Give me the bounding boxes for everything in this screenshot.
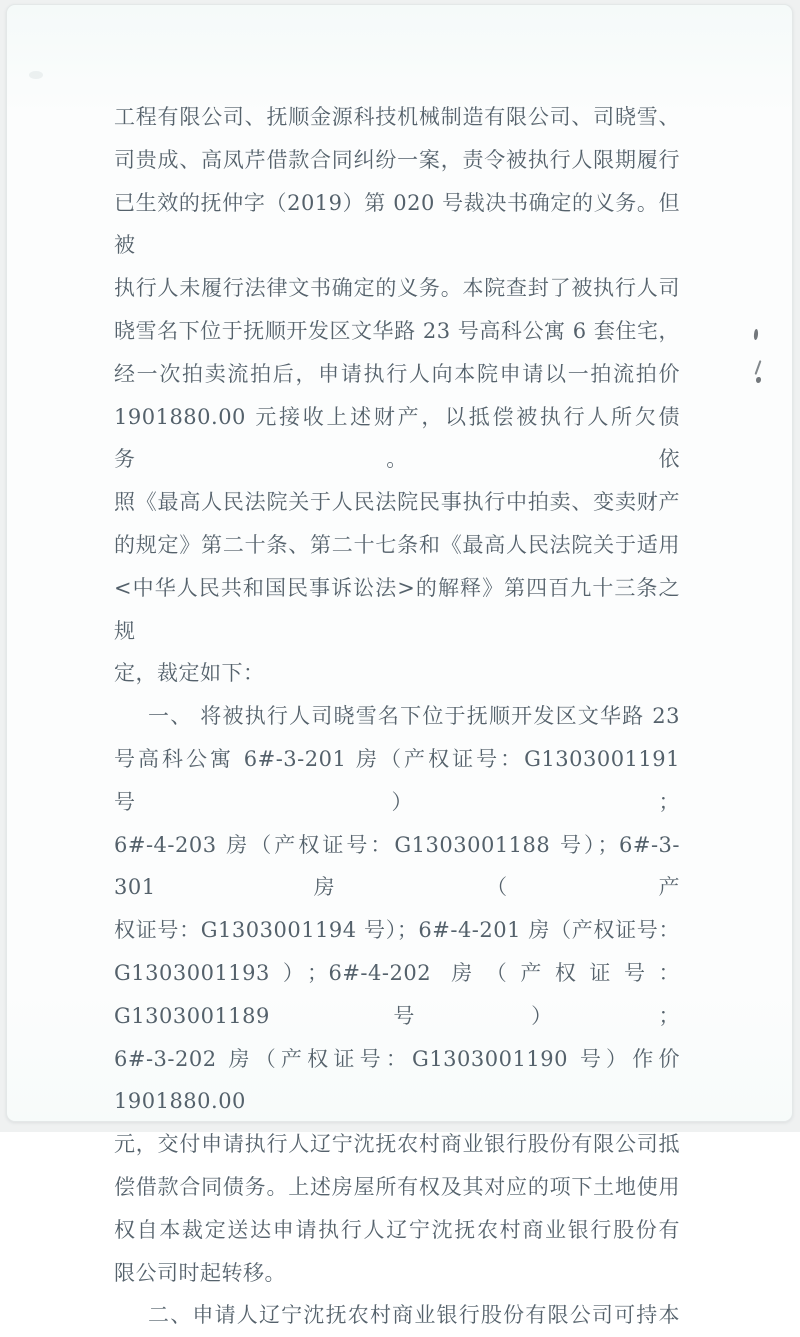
text-line: 6#-4-203 房（产权证号：G1303001188 号）；6#-3-301 房（产 bbox=[114, 832, 680, 900]
document-text bbox=[114, 96, 680, 1337]
document-page bbox=[6, 4, 793, 1328]
text-line: G1303001193）；6#-4-202 房（产权证号：G1303001189 号）； bbox=[114, 960, 680, 1028]
text-line: 偿借款合同债务。上述房屋所有权及其对应的项下土地使用 bbox=[114, 1174, 680, 1199]
text-line: 照《最高人民法院关于人民法院民事执行中拍卖、变卖财产 bbox=[114, 490, 680, 515]
faint-smudge bbox=[29, 71, 43, 79]
text-line: 号高科公寓 6#-3-201 房（产权证号：G1303001191 号）； bbox=[114, 746, 680, 814]
text-line: 6#-3-202 房（产权证号：G1303001190 号）作价 1901880.00 bbox=[114, 1046, 680, 1114]
text-line: <中华人民共和国民事诉讼法>的解释》第四百九十三条之规 bbox=[114, 575, 680, 643]
text-line: 的规定》第二十条、第二十七条和《最高人民法院关于适用 bbox=[114, 532, 680, 557]
text-line: 限公司时起转移。 bbox=[114, 1260, 286, 1285]
text-line: 一、 将被执行人司晓雪名下位于抚顺开发区文华路 23 bbox=[148, 704, 680, 729]
ink-scribble bbox=[754, 360, 761, 375]
text-line: 已生效的抚仲字（2019）第 020 号裁决书确定的义务。但被 bbox=[114, 190, 680, 258]
text-line: 执行人未履行法律文书确定的义务。本院查封了被执行人司 bbox=[114, 276, 680, 301]
text-line: 司贵成、高凤芹借款合同纠纷一案，责令被执行人限期履行 bbox=[114, 147, 680, 172]
ink-speck bbox=[753, 329, 758, 340]
text-line: 权自本裁定送达申请执行人辽宁沈抚农村商业银行股份有 bbox=[114, 1217, 680, 1242]
text-line: 经一次拍卖流拍后，申请执行人向本院申请以一拍流拍价 bbox=[114, 361, 680, 386]
text-line: 晓雪名下位于抚顺开发区文华路 23 号高科公寓 6 套住宅， bbox=[114, 318, 680, 343]
text-line: 工程有限公司、抚顺金源科技机械制造有限公司、司晓雪、 bbox=[114, 105, 680, 129]
text-line: 1901880.00 元接收上述财产，以抵偿被执行人所欠债务。依 bbox=[114, 404, 680, 472]
ink-dot bbox=[756, 377, 761, 383]
text-line: 元，交付申请执行人辽宁沈抚农村商业银行股份有限公司抵 bbox=[114, 1132, 680, 1157]
text-line: 定，裁定如下： bbox=[114, 661, 265, 686]
text-line: 二、申请人辽宁沈抚农村商业银行股份有限公司可持本 bbox=[148, 1303, 680, 1328]
text-line: 权证号：G1303001194 号）；6#-4-201 房（产权证号： bbox=[114, 918, 680, 943]
